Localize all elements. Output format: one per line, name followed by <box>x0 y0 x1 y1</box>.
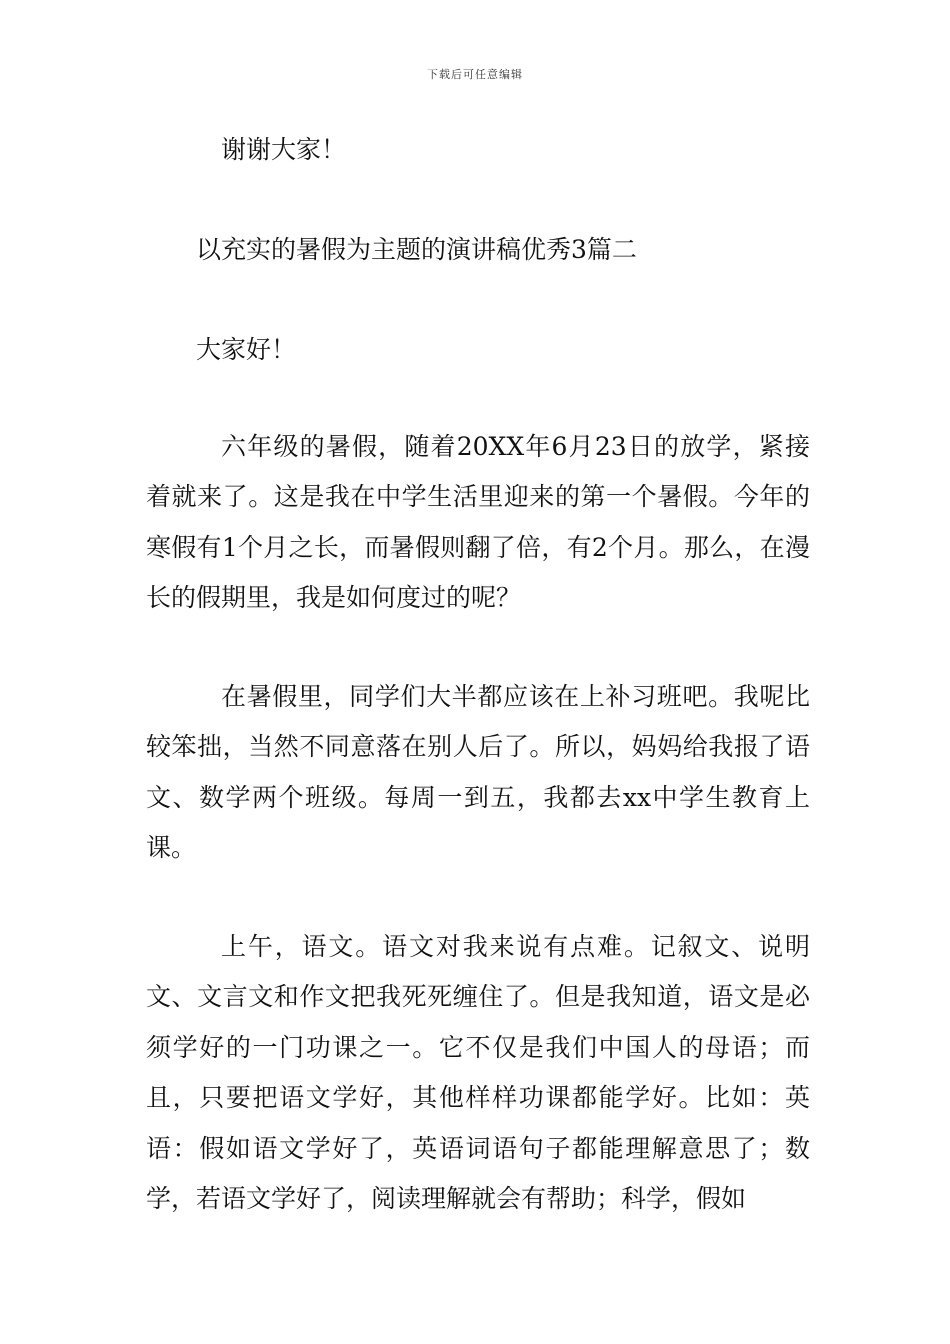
paragraph-2: 在暑假里，同学们大半都应该在上补习班吧。我呢比较笨拙，当然不同意落在别人后了。所以，妈妈给我报了语文、数学两个班级。每周一到五，我都去xx中学生教育上课。 <box>146 682 810 863</box>
closing-thanks: 谢谢大家！ <box>221 135 347 164</box>
header-note: 下载后可任意编辑 <box>427 68 523 81</box>
paragraph-1: 六年级的暑假，随着20XX年6月23日的放学，紧接着就来了。这是我在中学生活里迎来的第一个暑假。今年的寒假有1个月之长，而暑假则翻了倍，有2个月。那么，在漫长的假期里，我是如何度过的呢？ <box>146 432 810 613</box>
paragraph-3: 上午，语文。语文对我来说有点难。记叙文、说明文、文言文和作文把我死死缠住了。但是我知道，语文是必须学好的一门功课之一。它不仅是我们中国人的母语；而且，只要把语文学好，其他样样功课都能学好。比如：英语：假如语文学好了，英语词语句子都能理解意思了；数学，若语文学好了，阅读理解就会有帮助；科学，假如 <box>146 932 810 1214</box>
section-title: 以充实的暑假为主题的演讲稿优秀3篇二 <box>196 235 637 264</box>
greeting: 大家好！ <box>196 335 297 364</box>
